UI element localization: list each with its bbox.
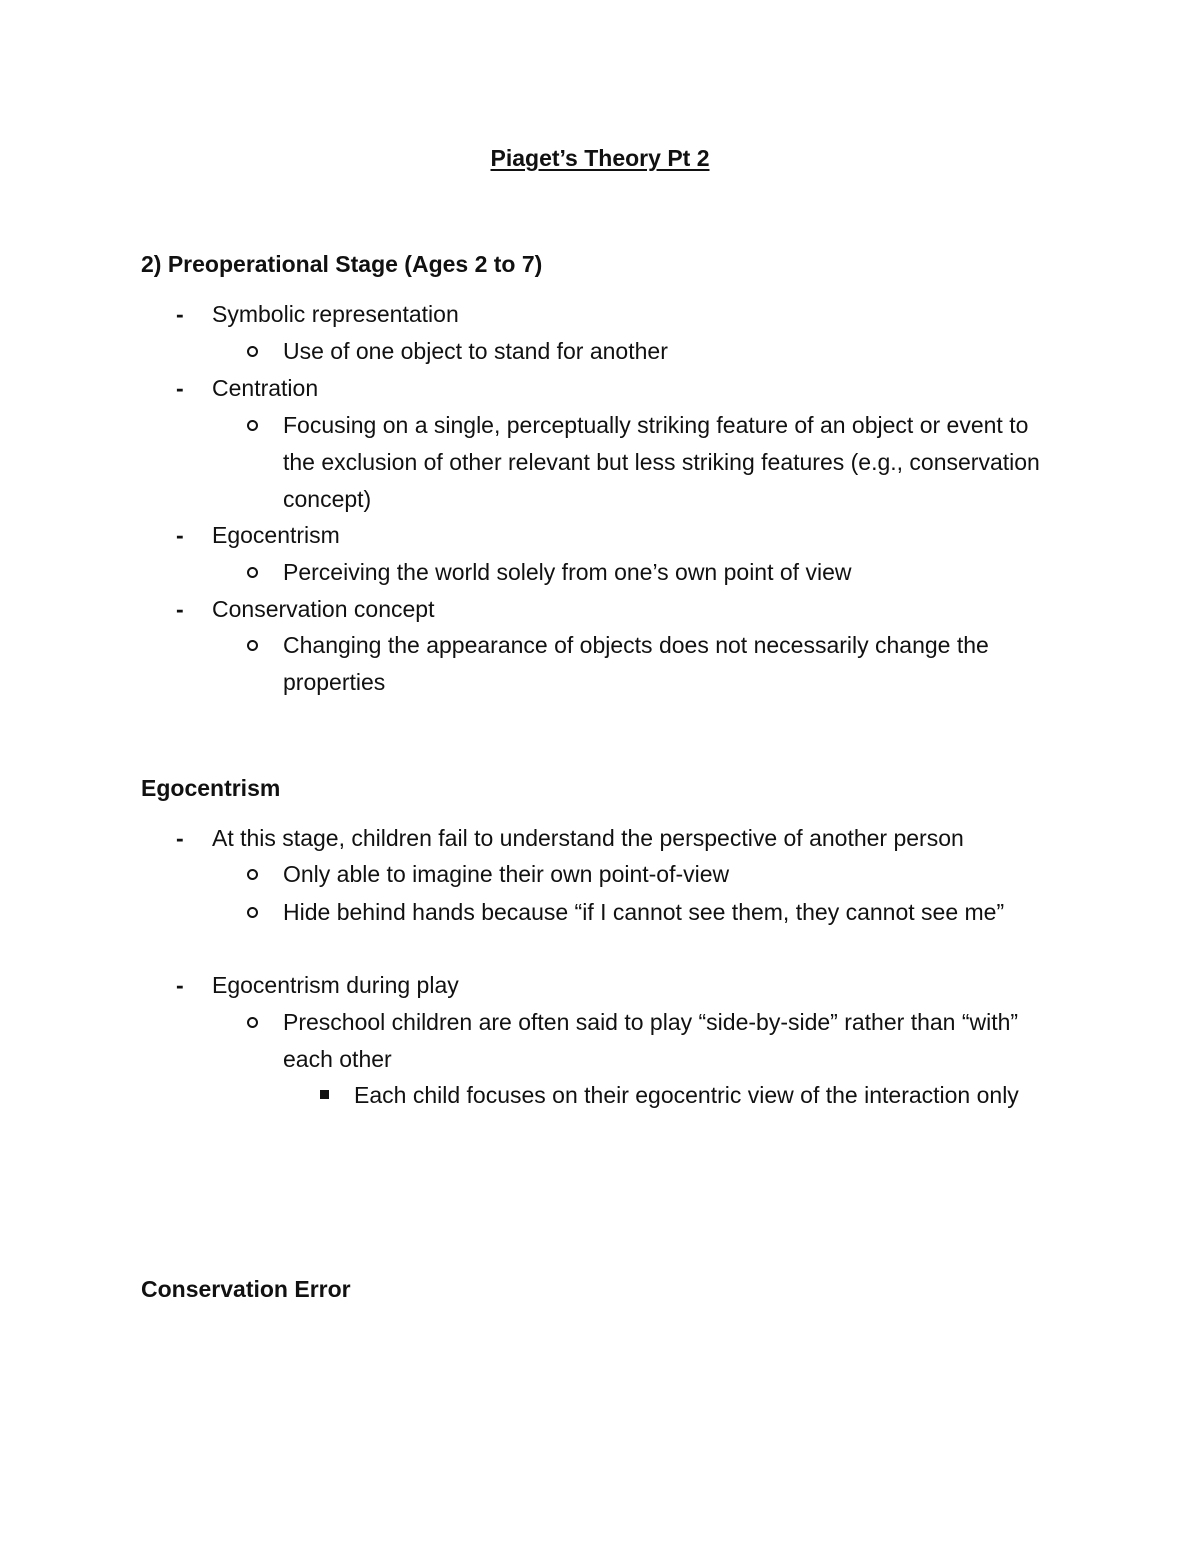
hollow-circle-bullet-icon (247, 907, 258, 918)
hollow-circle-bullet-icon (247, 869, 258, 880)
list-item: - Conservation concept (212, 591, 1072, 628)
section-heading-egocentrism: Egocentrism (141, 775, 281, 801)
dash-bullet: - (176, 375, 184, 401)
list-item: Only able to imagine their own point-of-view (283, 856, 1063, 893)
page-title: Piaget’s Theory Pt 2 (490, 145, 710, 171)
dash-bullet: - (176, 301, 184, 327)
section-heading-conservation-error: Conservation Error (141, 1276, 351, 1302)
list-item: - At this stage, children fail to understand the perspective of another person (212, 820, 1072, 857)
hollow-circle-bullet-icon (247, 346, 258, 357)
dash-bullet: - (176, 825, 184, 851)
dash-bullet: - (176, 596, 184, 622)
dash-bullet: - (176, 972, 184, 998)
list-item: Preschool children are often said to play “side-by-side” rather than “with” each other (283, 1004, 1063, 1078)
list-item: Focusing on a single, perceptually striking feature of an object or event to the exclusion of other relevant but less striking features (e.g., conservation concept) (283, 407, 1063, 518)
section-heading-preoperational: 2) Preoperational Stage (Ages 2 to 7) (141, 251, 543, 277)
list-item: - Centration (212, 370, 1072, 407)
list-item: Use of one object to stand for another (283, 333, 1063, 370)
hollow-circle-bullet-icon (247, 1017, 258, 1028)
list-item: - Symbolic representation (212, 296, 1072, 333)
list-item: Each child focuses on their egocentric view of the interaction only (354, 1077, 1054, 1114)
list-item: Hide behind hands because “if I cannot see them, they cannot see me” (283, 894, 1063, 931)
hollow-circle-bullet-icon (247, 420, 258, 431)
square-bullet-icon (320, 1090, 329, 1099)
hollow-circle-bullet-icon (247, 567, 258, 578)
hollow-circle-bullet-icon (247, 640, 258, 651)
list-item: - Egocentrism during play (212, 967, 1072, 1004)
list-item: Changing the appearance of objects does not necessarily change the properties (283, 627, 1063, 701)
list-item: Perceiving the world solely from one’s own point of view (283, 554, 1063, 591)
list-item: - Egocentrism (212, 517, 1072, 554)
dash-bullet: - (176, 522, 184, 548)
